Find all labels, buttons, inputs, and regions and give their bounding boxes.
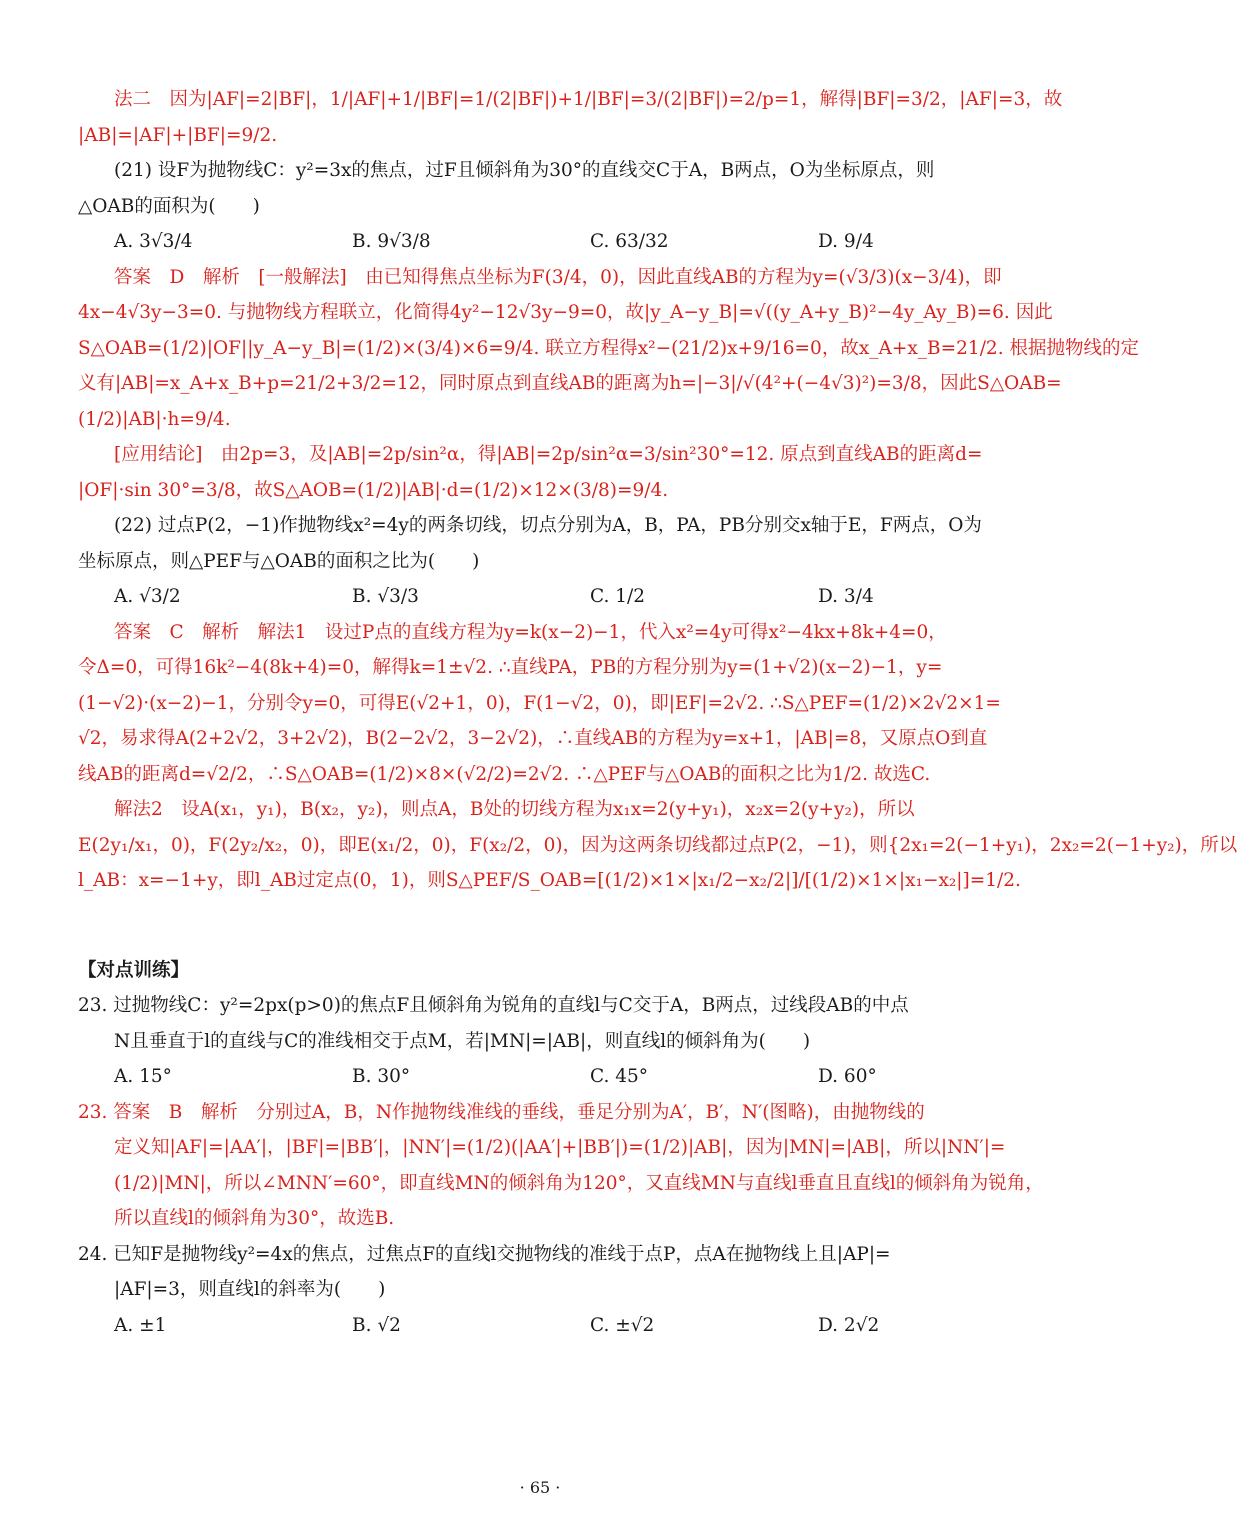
answer-option: D. 60° xyxy=(818,1066,877,1087)
answer-option: C. 45° xyxy=(590,1066,649,1087)
answer-option: A. 15° xyxy=(114,1066,172,1087)
text-line: (1/2)|AB|·h=9/4. xyxy=(78,408,231,430)
text-line: △OAB的面积为( ) xyxy=(78,195,260,217)
text-line: N且垂直于l的直线与C的准线相交于点M，若|MN|=|AB|，则直线l的倾斜角为( ) xyxy=(114,1030,811,1052)
answer-option: D. 9/4 xyxy=(818,231,874,252)
text-line: |OF|·sin 30°=3/8，故S△AOB=(1/2)|AB|·d=(1/2)×12×(3/8)=9/4. xyxy=(78,479,669,501)
answer-option: D. 2√2 xyxy=(818,1314,880,1336)
text-line: (22) 过点P(2，−1)作抛物线x²=4y的两条切线，切点分别为A，B，PA，PB分别交x轴于E，F两点，O为 xyxy=(114,515,982,536)
text-line: 【对点训练】 xyxy=(78,959,190,981)
answer-option: C. ±√2 xyxy=(590,1314,655,1336)
text-line: 23. 答案 B 解析 分别过A，B，N作抛物线准线的垂线，垂足分别为A′，B′，N′(图略)，由抛物线的 xyxy=(78,1101,925,1123)
answer-option: C. 63/32 xyxy=(590,231,669,252)
text-line: 答案 D 解析 [一般解法] 由已知得焦点坐标为F(3/4，0)，因此直线AB的方程为y=(√3/3)(x−3/4)，即 xyxy=(114,266,1002,288)
text-line: 义有|AB|=x_A+x_B+p=21/2+3/2=12，同时原点到直线AB的距离为h=|−3|/√(4²+(−4√3)²)=3/8，因此S△OAB= xyxy=(78,373,1062,394)
answer-option: C. 1/2 xyxy=(590,586,646,607)
text-line: 解法2 设A(x₁，y₁)，B(x₂，y₂)，则点A，B处的切线方程为x₁x=2(y+y₁)，x₂x=2(y+y₂)，所以 xyxy=(114,799,915,820)
answer-option: A. 3√3/4 xyxy=(114,231,193,252)
answer-option: B. √2 xyxy=(352,1314,401,1336)
answer-option: A. ±1 xyxy=(114,1314,167,1336)
text-line: l_AB：x=−1+y，即l_AB过定点(0，1)，则S△PEF/S_OAB=[(1/2)×1×|x₁/2−x₂/2|]/[(1/2)×1×|x₁−x₂|]=1/2. xyxy=(78,870,1021,891)
answer-option: D. 3/4 xyxy=(818,586,874,607)
answer-option: B. √3/3 xyxy=(352,586,419,607)
page-number: · 65 · xyxy=(519,1478,561,1497)
answer-option: B. 30° xyxy=(352,1066,411,1087)
text-line: 坐标原点，则△PEF与△OAB的面积之比为( ) xyxy=(78,550,480,572)
text-line: (21) 设F为抛物线C：y²=3x的焦点，过F且倾斜角为30°的直线交C于A，B两点，O为坐标原点，则 xyxy=(114,160,935,181)
text-line: 令Δ=0，可得16k²−4(8k+4)=0，解得k=1±√2. ∴直线PA，PB的方程分别为y=(1+√2)(x−2)−1，y= xyxy=(78,657,943,678)
answer-options xyxy=(78,224,1006,260)
text-line: |AF|=3，则直线l的斜率为( ) xyxy=(114,1279,386,1300)
page-content xyxy=(78,82,1237,1343)
answer-options xyxy=(78,579,1006,615)
text-line: (1−√2)·(x−2)−1，分别令y=0，可得E(√2+1，0)，F(1−√2，0)，即|EF|=2√2. ∴S△PEF=(1/2)×2√2×1= xyxy=(78,692,1001,714)
text-line: 答案 C 解析 解法1 设过P点的直线方程为y=k(x−2)−1，代入x²=4y可得x²−4kx+8k+4=0， xyxy=(114,621,947,643)
text-line: √2，易求得A(2+2√2，3+2√2)，B(2−2√2，3−2√2)，∴直线AB的方程为y=x+1，|AB|=8，又原点O到直 xyxy=(78,728,988,749)
answer-options xyxy=(78,1059,1006,1095)
text-line: 24. 已知F是抛物线y²=4x的焦点，过焦点F的直线l交抛物线的准线于点P，点A在抛物线上且|AP|= xyxy=(78,1243,891,1265)
text-line: 线AB的距离d=√2/2，∴S△OAB=(1/2)×8×(√2/2)=2√2. ∴△PEF与△OAB的面积之比为1/2. 故选C. xyxy=(78,763,931,785)
text-line: 定义知|AF|=|AA′|，|BF|=|BB′|，|NN′|=(1/2)(|AA′|+|BB′|)=(1/2)|AB|，因为|MN|=|AB|，所以|NN′|= xyxy=(114,1137,1006,1158)
text-line: E(2y₁/x₁，0)，F(2y₂/x₂，0)，即E(x₁/2，0)，F(x₂/2，0)，因为这两条切线都过点P(2，−1)，则{2x₁=2(−1+y₁)，2x₂=2(−1+y₂)，所以 xyxy=(78,834,1237,856)
text-line: S△OAB=(1/2)|OF||y_A−y_B|=(1/2)×(3/4)×6=9/4. 联立方程得x²−(21/2)x+9/16=0，故x_A+x_B=21/2. 根据抛物线的定 xyxy=(78,337,1139,359)
answer-option: A. √3/2 xyxy=(114,586,181,607)
text-line: [应用结论] 由2p=3，及|AB|=2p/sin²α，得|AB|=2p/sin²α=3/sin²30°=12. 原点到直线AB的距离d= xyxy=(114,444,983,465)
text-line: (1/2)|MN|，所以∠MNN′=60°，即直线MN的倾斜角为120°，又直线MN与直线l垂直且直线l的倾斜角为锐角， xyxy=(114,1172,1044,1194)
text-line: |AB|=|AF|+|BF|=9/2. xyxy=(78,124,278,146)
text-line: 4x−4√3y−3=0. 与抛物线方程联立，化简得4y²−12√3y−9=0，故|y_A−y_B|=√((y_A+y_B)²−4y_Ay_B)=6. 因此 xyxy=(78,302,1053,323)
text-line: 所以直线l的倾斜角为30°，故选B. xyxy=(114,1208,395,1229)
text-line: 23. 过抛物线C：y²=2px(p>0)的焦点F且倾斜角为锐角的直线l与C交于A，B两点，过线段AB的中点 xyxy=(78,995,909,1016)
answer-option: B. 9√3/8 xyxy=(352,231,431,252)
text-line: 法二 因为|AF|=2|BF|，1/|AF|+1/|BF|=1/(2|BF|)+1/|BF|=3/(2|BF|)=2/p=1，解得|BF|=3/2，|AF|=3，故 xyxy=(114,89,1063,110)
spacer xyxy=(78,899,1006,953)
answer-options xyxy=(78,1308,1006,1344)
